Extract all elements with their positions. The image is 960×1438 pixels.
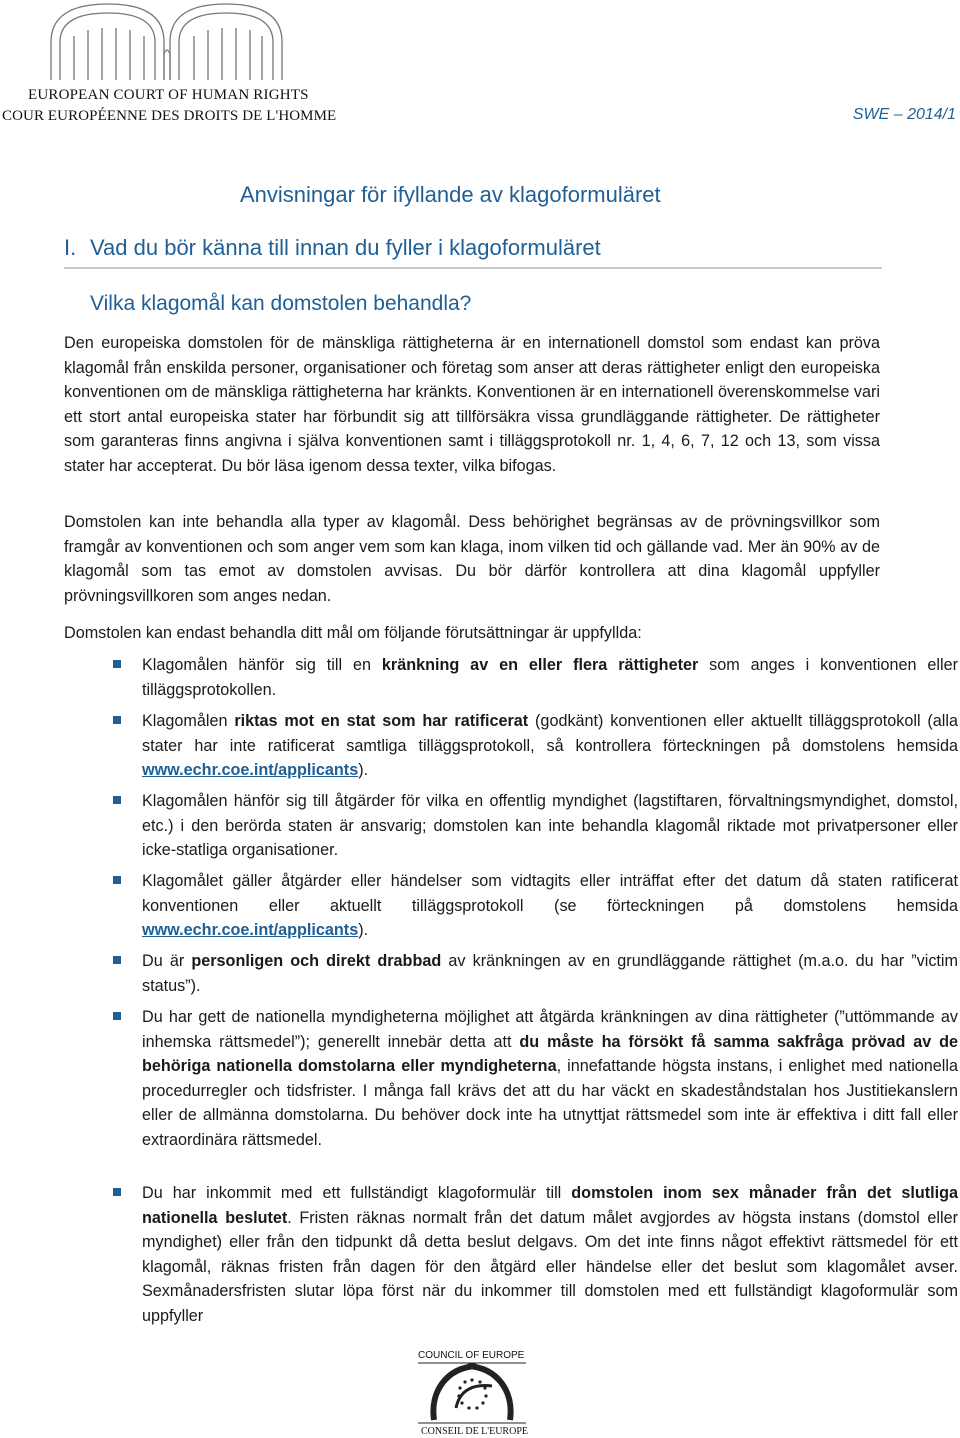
paragraph-text: Den europeiska domstolen för de mänskliga rättigheterna är en internationell domstol som endast kan pröva klagomål från enskilda personer, organisationer och företag som anser att deras rättigheter enligt den europeiska konventionen om de mänskliga rättigheterna har kränkts. Konventionen är en internationell överenskommelse vari ett stort antal europeiska stater har förbundit sig att tillförsäkra vissa grundläggande rättigheter. De rättigheter som garanteras finns angivna i själva konventionen samt i tilläggsprotokoll nr. 1, 4, 6, 7, 12 och 13, som vissa stater har accepterat. Du bör läsa igenom dessa texter, vilka bifogas.: [64, 334, 880, 475]
list-item-bold: domstolen inom sex månader från det slutliga nationella beslutet: [142, 1184, 958, 1227]
list-item-text: Klagomålet gäller åtgärder eller händelser som vidtagits eller inträffat efter det datum då staten ratificerat konventionen eller aktuellt tilläggsprotokoll (se förteckningen på domstolens hemsida: [142, 872, 958, 915]
court-name-fr: COUR EUROPÉENNE DES DROITS DE L'HOMME: [2, 108, 337, 124]
echr-logo: [0, 0, 350, 130]
list-item-text: Du har gett de nationella myndigheterna möjlighet att åtgärda kränkningen av dina rättigheter (”uttömmande av inhemska rättsmedel”); generellt innebär detta att: [142, 1008, 958, 1051]
page-title: Anvisningar för ifyllande av klagoformuläret: [240, 182, 661, 207]
list-item-text: Du är: [142, 952, 192, 970]
paragraph-text: Domstolen kan endast behandla ditt mål om följande förutsättningar är uppfyllda:: [64, 624, 642, 642]
coe-name-en: COUNCIL OF EUROPE: [418, 1350, 525, 1361]
list-item-text: av kränkningen av en grundläggande rättighet (m.a.o. du har ”victim status”).: [142, 952, 958, 995]
coe-name-fr: CONSEIL DE L'EUROPE: [421, 1426, 528, 1437]
list-item: [64, 1005, 958, 1152]
document-code: SWE – 2014/1: [852, 106, 956, 123]
list-item: [64, 1181, 958, 1328]
list-item-text: ).: [358, 761, 369, 779]
echr-applicants-link[interactable]: www.echr.coe.int/applicants: [142, 921, 359, 939]
list-item-text: som anges i konventionen eller tilläggsprotokollen.: [142, 656, 958, 699]
list-item-text: Klagomålen: [142, 712, 235, 730]
list-item: [64, 789, 958, 863]
paragraph-admissibility: [64, 510, 880, 608]
section-heading-text: Vad du bör känna till innan du fyller i klagoformuläret: [90, 235, 601, 260]
section-heading: [64, 235, 882, 269]
paragraph-text: Domstolen kan inte behandla alla typer av klagomål. Dess behörighet begränsas av de prövningsvillkor som framgår av konventionen och som anger vem som kan klaga, inom vilken tid och gällande vad. Mer än 90% av de klagomål som tas emot av domstolen avvisas. Du bör därför kontrollera att dina klagomål uppfyller prövningsvillkoren som anges nedan.: [64, 513, 880, 605]
echr-applicants-link[interactable]: www.echr.coe.int/applicants: [142, 761, 359, 779]
list-item-text: , innefattande högsta instans, i enlighet med nationella procedurregler och tidsfrister. I många fall krävs det att du har väckt en skadeståndstalan hos Justitiekanslern eller de allmänna domstolarna. Du behöver dock inte ha utnyttjat rättsmedel som inte är effektiva i ditt fall eller extraordinära rättsmedel.: [142, 1057, 958, 1149]
list-item-bold: personligen och direkt drabbad: [191, 952, 442, 970]
list-item-text: Klagomålen hänför sig till en: [142, 656, 382, 674]
council-of-europe-emblem-icon: [416, 1362, 528, 1424]
list-item: [64, 653, 958, 702]
court-building-icon: [46, 2, 301, 82]
list-item: [64, 709, 958, 783]
list-item: [64, 869, 958, 943]
list-item: [64, 949, 958, 998]
list-item-bold: kränkning av en eller flera rättigheter: [381, 656, 699, 674]
paragraph-conditions: [64, 621, 880, 646]
sub-heading: Vilka klagomål kan domstolen behandla?: [90, 292, 472, 315]
court-name-en: EUROPEAN COURT OF HUMAN RIGHTS: [28, 87, 309, 103]
list-item-text: Klagomålen hänför sig till åtgärder för vilka en offentlig myndighet (lagstiftaren, förvaltningsmyndighet, domstol, etc.) i den berörda staten är ansvarig; domstolen kan inte behandla klagomål riktade mot privatpersoner eller icke-statliga organisationer.: [142, 792, 958, 859]
list-item-bold: riktas mot en stat som har ratificerat: [234, 712, 529, 730]
section-number: I.: [64, 235, 77, 260]
paragraph-intro: [64, 331, 880, 478]
council-of-europe-logo: [412, 1346, 532, 1438]
list-item-text: . Fristen räknas normalt från det datum målet avgjordes av högsta instans (domstol eller myndighet) eller från den tidpunkt då detta beslut delgavs. Om det inte finns något effektivt rättsmedel för ett klagomål, räknas fristen från dagen för den åtgärd eller händelse eller det beslut som klagomålet avser. Sexmånadersfristen slutar löpa först när du inkommer till domstolen med ett fullständigt klagoformulär som uppfyller: [142, 1208, 958, 1325]
list-item-bold: du måste ha försökt få samma sakfråga prövad av de behöriga nationella domstolarna eller myndigheterna: [142, 1032, 958, 1075]
list-item-text: Du har inkommit med ett fullständigt klagoformulär till: [142, 1184, 572, 1202]
list-item-text: ).: [358, 921, 369, 939]
list-item-text: (godkänt) konventionen eller aktuellt tilläggsprotokoll (alla stater har inte ratificerat samtliga tilläggsprotokoll, så kontrollera förteckningen på domstolens hemsida: [142, 712, 958, 755]
